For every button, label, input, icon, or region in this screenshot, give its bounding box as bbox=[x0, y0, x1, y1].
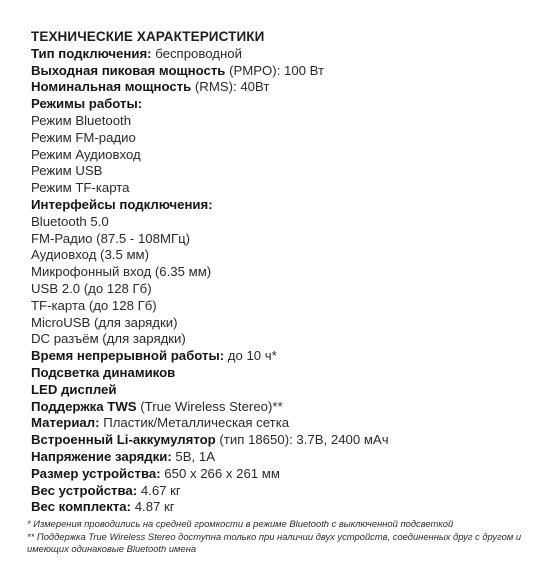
spec-label: Время непрерывной работы: bbox=[31, 348, 225, 364]
spec-line bbox=[31, 264, 546, 281]
spec-label: Режимы работы: bbox=[31, 96, 143, 112]
spec-line bbox=[31, 281, 546, 298]
spec-line bbox=[31, 499, 546, 516]
spec-value: до 10 ч* bbox=[224, 348, 277, 364]
spec-value: (True Wireless Stereo)** bbox=[136, 398, 283, 414]
spec-label: Вес устройства: bbox=[31, 482, 138, 498]
spec-value: 4.67 кг bbox=[137, 482, 181, 498]
spec-line bbox=[31, 466, 546, 483]
spec-line bbox=[31, 247, 546, 264]
spec-line bbox=[31, 449, 546, 466]
spec-line bbox=[31, 415, 546, 432]
spec-label: Выходная пиковая мощность bbox=[31, 62, 226, 78]
spec-line bbox=[31, 315, 546, 332]
spec-label: Встроенный Li-аккумулятор bbox=[31, 432, 216, 448]
spec-value: Режим USB bbox=[31, 163, 103, 179]
spec-line bbox=[31, 96, 546, 113]
spec-value: 650 x 266 x 261 мм bbox=[160, 465, 280, 481]
spec-value: Режим FM-радио bbox=[31, 129, 136, 145]
spec-line bbox=[31, 399, 546, 416]
spec-label: Размер устройства: bbox=[31, 465, 161, 481]
spec-line bbox=[31, 365, 546, 382]
spec-line bbox=[31, 231, 546, 248]
spec-value: 5В, 1А bbox=[171, 448, 216, 464]
spec-value: (тип 18650): 3.7В, 2400 мАч bbox=[215, 432, 389, 448]
spec-line bbox=[31, 147, 546, 164]
spec-value: Микрофонный вход (6.35 мм) bbox=[31, 264, 212, 280]
spec-line bbox=[31, 197, 546, 214]
footnotes bbox=[27, 518, 545, 556]
spec-label: Напряжение зарядки: bbox=[31, 448, 172, 464]
spec-label: Поддержка TWS bbox=[31, 398, 137, 414]
spec-value: DC разъём (для зарядки) bbox=[31, 331, 186, 347]
spec-value: беспроводной bbox=[151, 45, 242, 61]
spec-label: Вес комплекта: bbox=[31, 499, 132, 515]
spec-value: Режим TF-карта bbox=[31, 180, 130, 196]
spec-value: Bluetooth 5.0 bbox=[31, 213, 109, 229]
spec-label: Интерфейсы подключения: bbox=[31, 196, 213, 212]
spec-label: LED дисплей bbox=[31, 381, 117, 397]
spec-value: 4.87 кг bbox=[131, 499, 175, 515]
spec-line bbox=[31, 331, 546, 348]
spec-line bbox=[31, 348, 546, 365]
footnote-tws: ** Поддержка True Wireless Stereo доступна только при наличии двух устройств, соединенных друг с другом и имеющих одинаковые Bluetooth имена bbox=[27, 530, 522, 555]
spec-line bbox=[31, 163, 546, 180]
spec-value: Аудиовход (3.5 мм) bbox=[31, 247, 149, 263]
spec-value: Режим Bluetooth bbox=[31, 112, 132, 128]
spec-value: FM-Радио (87.5 - 108МГц) bbox=[31, 230, 191, 246]
spec-label: Номинальная мощность bbox=[31, 79, 192, 95]
spec-line bbox=[31, 63, 546, 80]
spec-line bbox=[31, 113, 546, 130]
spec-value: USB 2.0 (до 128 Гб) bbox=[31, 280, 152, 296]
spec-line bbox=[31, 432, 546, 449]
spec-label: Материал: bbox=[31, 415, 100, 431]
spec-title: ТЕХНИЧЕСКИЕ ХАРАКТЕРИСТИКИ bbox=[31, 29, 265, 44]
spec-sheet bbox=[31, 29, 546, 516]
spec-line bbox=[31, 46, 546, 63]
spec-line bbox=[31, 298, 546, 315]
spec-value: MicroUSB (для зарядки) bbox=[31, 314, 178, 330]
spec-label: Подсветка динамиков bbox=[31, 364, 176, 380]
footnote-battery: * Измерения проводились на средней громкости в режиме Bluetooth с выключенной подсветкой bbox=[27, 518, 454, 529]
spec-value: (RMS): 40Вт bbox=[191, 79, 270, 95]
spec-value: Пластик/Металлическая сетка bbox=[99, 415, 290, 431]
spec-value: (PMPO): 100 Вт bbox=[225, 62, 325, 78]
spec-line bbox=[31, 214, 546, 231]
spec-line bbox=[31, 483, 546, 500]
spec-value: TF-карта (до 128 Гб) bbox=[31, 297, 157, 313]
spec-line bbox=[31, 382, 546, 399]
spec-label: Тип подключения: bbox=[31, 45, 152, 61]
spec-line bbox=[31, 79, 546, 96]
spec-value: Режим Аудиовход bbox=[31, 146, 141, 162]
spec-line bbox=[31, 130, 546, 147]
spec-list bbox=[31, 46, 546, 516]
spec-line bbox=[31, 180, 546, 197]
